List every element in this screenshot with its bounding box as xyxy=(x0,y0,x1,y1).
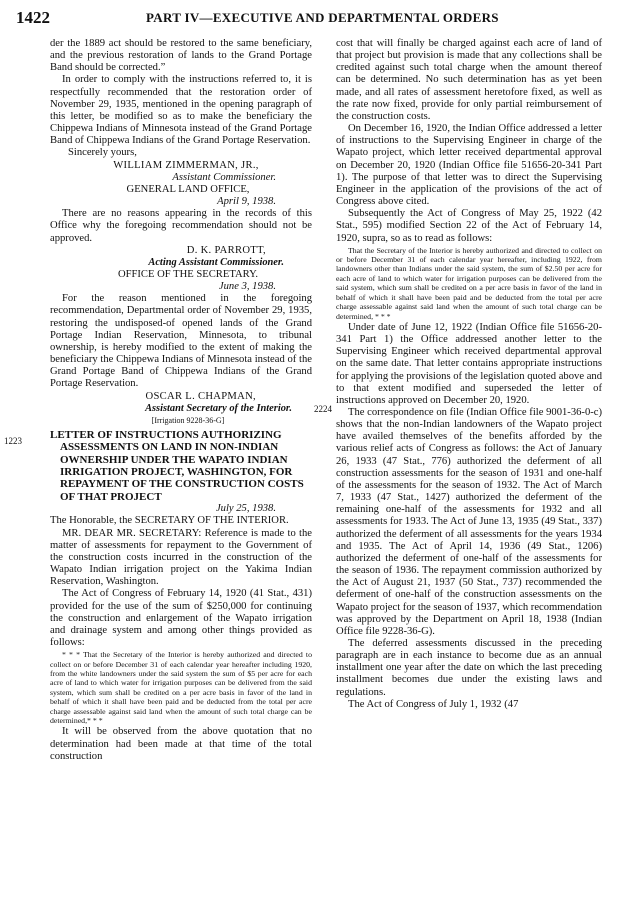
paragraph: Subsequently the Act of Congress of May 25, 1922 (42 Stat., 595) modified Section 22 of the Act of February 14, 1920, supra, so as to read as follows: xyxy=(336,208,602,244)
paragraph: The correspondence on file (Indian Office file 9001-36-0-c) shows that the non-Indian landowners of the Wapato project have availed themselves of the benefits afforded by the various relief acts of Congress as follows: the Act of January 26, 1933 (47 Stat., 776) authorized the deferment of all construction assessments for the season of 1931 and one-half of the assessments for the season of 1932. The Act of March 7, 1933 (47 Stat., 1427) authorized the deferment of the remaining one-half of the assessments for 1932 and all assessments for 1933. The Act of June 13, 1935 (49 Stat., 337) authorized the deferment of all assessments for the years 1934 and 1935. The Act of April 14, 1936 (49 Stat., 1206) authorized the deferment of one-half of the assessments for the season of 1936. The repayment commission authorized by the Act of August 21, 1937 (50 Stat., 737) recommended the deferment of one-half of the construction assessments on the Wapato project for the season of 1937, which recommendation was approved by the Department on April 18, 1938 (Indian Office file 9228-36-G). xyxy=(336,407,602,637)
closing: Sincerely yours, xyxy=(68,147,137,159)
paragraph: der the 1889 act should be restored to the same beneficiary, and the previous restoration of lands to the Grand Portage Band should be corrected.” xyxy=(50,38,312,74)
signature-title: Assistant Commissioner. xyxy=(172,171,276,183)
section-heading: LETTER OF INSTRUCTIONS AUTHORIZING ASSESSMENTS ON LAND IN NON-INDIAN OWNERSHIP UNDER THE WAPATO INDIAN IRRIGATION PROJECT, WASHINGTON, FOR REPAYMENT OF THE CONSTRUCTION COSTS OF THAT PROJECT xyxy=(50,428,304,503)
page-header xyxy=(16,8,616,30)
paragraph: On December 16, 1920, the Indian Office addressed a letter of instructions to the Supervising Engineer in charge of the Wapato project, which letter received departmental approval on December 20, 1920 (Indian Office file 51656-20-341 Part 1). The purpose of that letter was to direct the Supervising Engineer in the application of the provisions of the act of Congress above cited. xyxy=(336,123,602,208)
paragraph: The deferred assessments discussed in the preceding paragraph are in each instance to become due as an annual installment one year after the date on which the last preceding installment becomes due under the existing laws and regulations. xyxy=(336,637,602,698)
signature-name: OSCAR L. CHAPMAN, xyxy=(145,390,256,402)
paragraph: MR. DEAR MR. SECRETARY: Reference is made to the matter of assessments for repayment to the Government of the construction costs incurred in the construction of the Wapato Indian irrigation project on the Yakima Indian Reservation, Washington. xyxy=(50,527,312,588)
quotation: That the Secretary of the Interior is hereby authorized and directed to collect on or before December 31 of each calendar year hereafter, including 1922, from landowners other than Indians under the said system, the sum of $2.50 per acre for each acre of land to which water for irrigation purposes can be delivered from the said system, which sum shall be credited on a per acre basis in favor of the land in behalf of which it shall have been paid and be deducted from the total per acre charge assessable against said land when the amount of such total charge can be determined, * * * xyxy=(336,245,602,321)
date-line: April 9, 1938. xyxy=(217,196,276,208)
paragraph: In order to comply with the instructions referred to, it is respectfully recommended that the restoration order of November 29, 1935, mentioned in the opening paragraph of this letter, be modified so as to make the beneficiary the Chippewa Indians of Minnesota instead of the Grand Portage Band of Chippewa Indians of the Grand Portage Reservation. xyxy=(50,74,312,147)
quotation: * * * That the Secretary of the Interior is hereby authorized and directed to collect on or before December 31 of each calendar year hereafter including 1920, from the white landowners under the said system the sum of $5 per acre for each acre of land to which water for irrigation purposes can be delivered from the said system, which sum shall be credited on a per acre basis in favor of the land in behalf of which it shall have been paid and be deducted from the total per acre charge assessable against said land when the amount of such total charge can be determined,* * * xyxy=(50,650,312,725)
signature-name: D. K. PARROTT, xyxy=(186,244,266,256)
paragraph: For the reason mentioned in the foregoing recommendation, Departmental order of November 29, 1935, restoring the undisposed-of opened lands of the Grand Portage Indian Reservation, Minnesota, to tribunal ownership, is hereby modified to the extent of making the beneficiary the Chippewa Indians of Minnesota instead of the Grand Portage Band of Chippewa Indians of the Grand Portage Reservation. xyxy=(50,293,312,390)
margin-note-left: 1223 xyxy=(4,436,22,446)
office-name: GENERAL LAND OFFICE, xyxy=(126,183,250,195)
signature-title: Assistant Secretary of the Interior. xyxy=(145,402,292,414)
salutation-address: The Honorable, the SECRETARY OF THE INTERIOR. xyxy=(50,515,289,527)
paragraph: It will be observed from the above quotation that no determination had been made at that time of the total construction xyxy=(50,726,312,762)
paragraph: There are no reasons appearing in the records of this Office why the foregoing recommendation should not be approved. xyxy=(50,208,312,244)
right-column xyxy=(336,38,602,711)
date-line: July 25, 1938. xyxy=(215,503,276,515)
signature-title: Acting Assistant Commissioner. xyxy=(148,256,284,268)
paragraph: The Act of Congress of February 14, 1920 (41 Stat., 431) provided for the use of the sum of $250,000 for continuing the construction and enlargement of the Wapato irrigation and drainage system and among other things provided as follows: xyxy=(50,588,312,648)
page-number: 1422 xyxy=(16,8,50,27)
margin-note-right: 2224 xyxy=(314,404,332,414)
file-reference: [Irrigation 9228-36-G] xyxy=(151,415,225,425)
paragraph: Under date of June 12, 1922 (Indian Office file 51656-20-341 Part 1) the Office addressed another letter to the Supervising Engineer which received departmental approval on the same date. That letter contains appropriate instructions for applying the provisions of the legislation quoted above and to that extent modified and superseded the letter of instructions approved on December 20, 1920. xyxy=(336,321,602,406)
running-head: PART IV—EXECUTIVE AND DEPARTMENTAL ORDERS xyxy=(146,10,499,25)
office-name: OFFICE OF THE SECRETARY. xyxy=(117,268,259,280)
date-line: June 3, 1938. xyxy=(218,281,276,293)
signature-name: WILLIAM ZIMMERMAN, JR., xyxy=(113,159,259,171)
left-column xyxy=(50,38,312,763)
paragraph: The Act of Congress of July 1, 1932 (47 xyxy=(348,698,519,710)
paragraph: cost that will finally be charged against each acre of land of that project but provision is made that any collections shall be credited against such total charge when the amount thereof can be determined. No such determination has as yet been made, and all rates of assessment heretofore fixed, as well as the rate now fixed, provide for only partial reimbursement of the construction costs. xyxy=(336,38,602,122)
